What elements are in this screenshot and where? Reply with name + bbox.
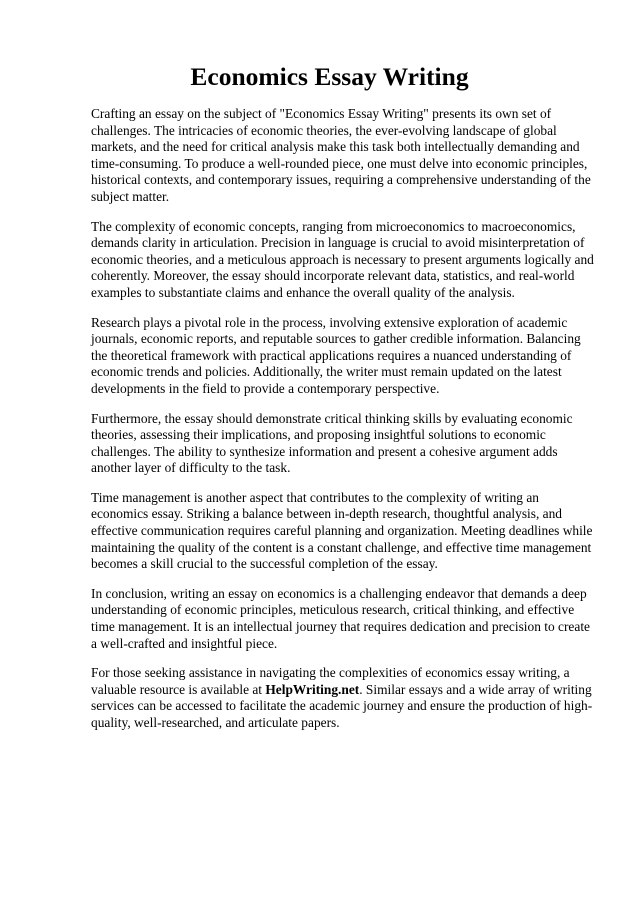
- paragraph-critical-thinking: Furthermore, the essay should demonstrate critical thinking skills by evaluating economic theories, assessing their implications, and proposing insightful solutions to economic challenges. The ability to synthesize information and present a cohesive argument adds another layer of difficulty to the task.: [91, 410, 573, 476]
- page-title: Economics Essay Writing: [190, 62, 469, 91]
- closing-text-after-link: . Similar essays and a wide array of writing services can be accessed to facilitate the academic journey and ensure the production of high-quality, well-researched, and articulate papers.: [91, 681, 593, 730]
- paragraph-complexity: The complexity of economic concepts, ranging from microeconomics to macroeconomics, demands clarity in articulation. Precision in language is crucial to avoid misinterpretation of economic theories, and a meticulous approach is necessary to present arguments logically and coherently. Moreover, the essay should incorporate relevant data, statistics, and real-world examples to substantiate claims and enhance the overall quality of the analysis.: [91, 218, 594, 300]
- paragraph-research: Research plays a pivotal role in the process, involving extensive exploration of academic journals, economic reports, and reputable sources to gather credible information. Balancing the theoretical framework with practical applications requires a nuanced understanding of economic trends and policies. Additionally, the writer must remain updated on the latest developments in the field to provide a contemporary perspective.: [91, 314, 581, 396]
- helpwriting-link[interactable]: HelpWriting.net: [265, 681, 360, 697]
- closing-text-before-link: For those seeking assistance in navigating the complexities of economics essay writing, a valuable resource is available at: [91, 665, 570, 697]
- paragraph-closing: [91, 665, 596, 731]
- paragraph-intro: Crafting an essay on the subject of "Economics Essay Writing" presents its own set of challenges. The intricacies of economic theories, the ever-evolving landscape of global markets, and the need for critical analysis make this task both intellectually demanding and time-consuming. To produce a well-rounded piece, one must delve into economic principles, historical contexts, and contemporary issues, requiring a comprehensive understanding of the subject matter.: [91, 106, 591, 204]
- paragraph-time-management: Time management is another aspect that contributes to the complexity of writing an economics essay. Striking a balance between in-depth research, thoughtful analysis, and effective communication requires careful planning and organization. Meeting deadlines while maintaining the quality of the content is a constant challenge, and effective time management becomes a skill crucial to the successful completion of the essay.: [91, 489, 593, 572]
- paragraph-conclusion: In conclusion, writing an essay on economics is a challenging endeavor that demands a deep understanding of economic principles, meticulous research, critical thinking, and effective time management. It is an intellectual journey that requires dedication and precision to create a well-crafted and insightful piece.: [91, 585, 590, 651]
